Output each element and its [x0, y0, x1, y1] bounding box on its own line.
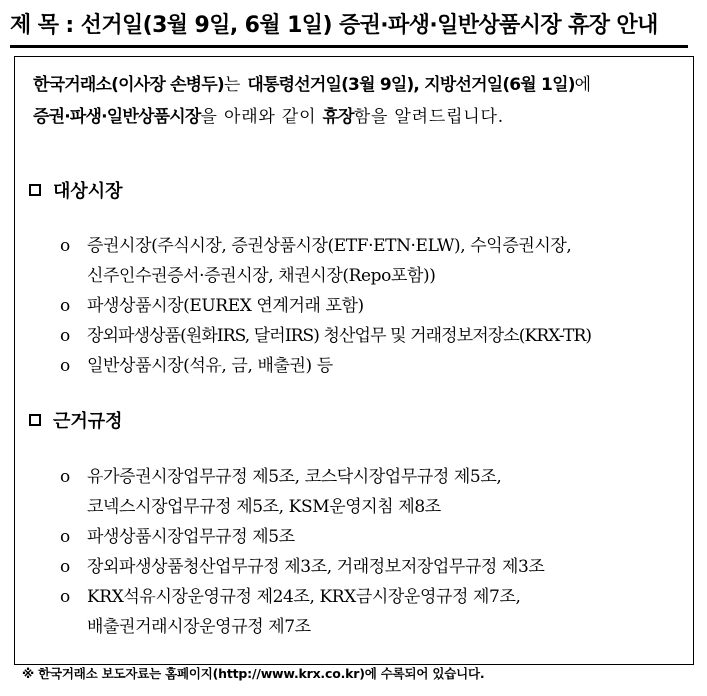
org-name: 한국거래소(이사장 손병두) — [33, 75, 224, 95]
list-item — [60, 582, 690, 642]
checkbox-bullet-icon — [29, 414, 41, 426]
intro-text: 을 아래와 같이 — [200, 107, 323, 127]
bullet-marker: o — [60, 527, 70, 547]
bullet-marker: o — [60, 587, 70, 607]
list-item — [60, 321, 690, 351]
local-election-date: 지방선거일(6월 1일) — [424, 75, 575, 95]
presidential-election-date: 대통령선거일(3월 9일), — [247, 75, 420, 95]
markets-list — [60, 231, 690, 381]
intro-paragraph — [33, 69, 683, 133]
list-item — [60, 462, 690, 522]
bullet-marker: o — [60, 296, 70, 316]
intro-line-2 — [33, 101, 683, 133]
market-names: 증권·파생·일반상품시장 — [33, 107, 201, 127]
bullet-marker: o — [60, 356, 70, 376]
list-item-text: 증권시장(주식시장, 증권상품시장(ETF·ETN·ELW), 수익증권시장, — [87, 236, 572, 256]
list-item-continuation: 신주인수권증서·증권시장, 채권시장(Repo포함)) — [87, 266, 436, 286]
section-heading-markets: 대상시장 — [29, 180, 123, 204]
list-item-continuation: 코넥스시장업무규정 제5조, KSM운영지침 제8조 — [87, 497, 441, 517]
list-item-text: 장외파생상품(원화IRS, 달러IRS) 청산업무 및 거래정보저장소(KRX-TR) — [87, 326, 592, 346]
list-item-continuation: 배출권거래시장운영규정 제7조 — [87, 617, 311, 637]
list-item — [60, 291, 690, 321]
intro-text: 함을 알려드립니다. — [353, 107, 504, 127]
section-heading-rules: 근거규정 — [29, 410, 123, 434]
list-item-text: 파생상품시장업무규정 제5조 — [87, 527, 295, 547]
closure-word: 휴장 — [322, 107, 354, 127]
intro-line-1 — [33, 69, 683, 101]
list-item-text: 파생상품시장(EUREX 연계거래 포함) — [87, 296, 364, 316]
footnote: ※ 한국거래소 보도자료는 홈페이지(http://www.krx.co.kr)에 수록되어 있습니다. — [22, 666, 485, 681]
list-item-text: 장외파생상품청산업무규정 제3조, 거래정보저장업무규정 제3조 — [87, 557, 545, 577]
content-box — [14, 56, 694, 665]
list-item — [60, 522, 690, 552]
bullet-marker: o — [60, 557, 70, 577]
list-item-text: KRX석유시장운영규정 제24조, KRX금시장운영규정 제7조, — [87, 587, 521, 607]
checkbox-bullet-icon — [29, 184, 41, 196]
intro-text: 는 — [223, 75, 248, 95]
bullet-marker: o — [60, 467, 70, 487]
list-item-text: 유가증권시장업무규정 제5조, 코스닥시장업무규정 제5조, — [87, 467, 502, 487]
intro-text: 에 — [574, 75, 592, 95]
rules-list — [60, 462, 690, 642]
title-underline — [10, 45, 688, 48]
page-title: 제 목 : 선거일(3월 9일, 6월 1일) 증권·파생·일반상품시장 휴장 안내 — [10, 13, 658, 38]
bullet-marker: o — [60, 236, 70, 256]
list-item — [60, 552, 690, 582]
list-item — [60, 351, 690, 381]
list-item — [60, 231, 690, 291]
list-item-text: 일반상품시장(석유, 금, 배출권) 등 — [87, 356, 333, 376]
bullet-marker: o — [60, 326, 70, 346]
